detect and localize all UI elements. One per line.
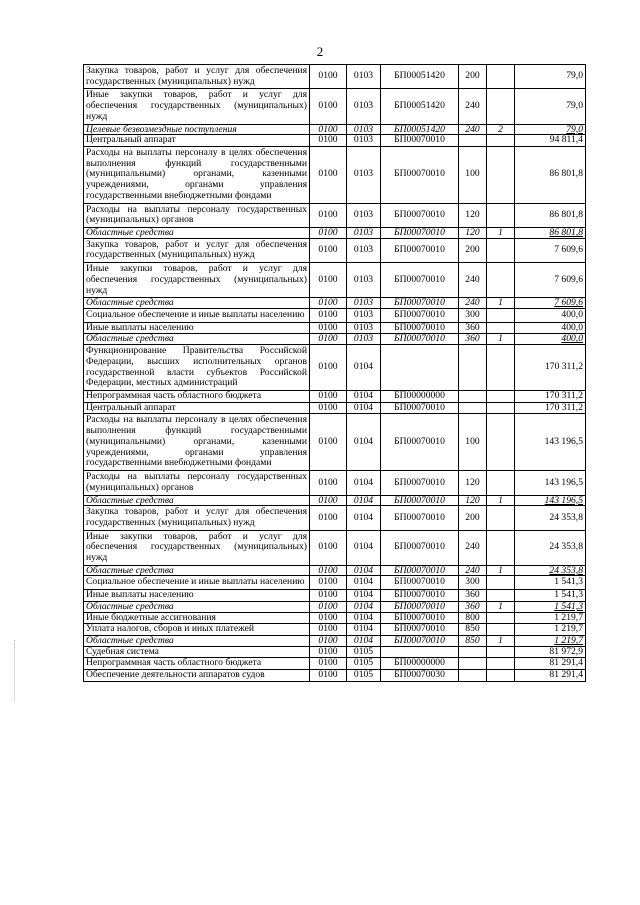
row-expense-type-cell: 360 — [459, 322, 487, 334]
row-subsection-cell: 0103 — [347, 334, 381, 345]
row-subsection-cell: 0103 — [347, 238, 381, 262]
row-source-cell: 1 — [487, 334, 515, 345]
row-subsection-cell: 0103 — [347, 147, 381, 204]
row-amount-cell: 170 311,2 — [515, 402, 586, 414]
row-section-cell: 0100 — [310, 334, 347, 345]
row-amount-cell: 24 353,8 — [515, 506, 586, 530]
row-subsection-cell: 0104 — [347, 530, 381, 565]
row-name-cell: Иные закупки товаров, работ и услуг для обеспечения государственных (муниципальных) нужд — [84, 89, 310, 124]
row-target-article-cell: БП00070010 — [381, 298, 459, 309]
row-subsection-cell: 0104 — [347, 471, 381, 495]
row-amount-cell: 79,0 — [515, 124, 586, 135]
row-subsection-cell: 0103 — [347, 135, 381, 147]
row-section-cell: 0100 — [310, 565, 347, 576]
table-row — [84, 576, 586, 590]
row-amount-cell: 143 196,5 — [515, 414, 586, 471]
row-subsection-cell: 0104 — [347, 624, 381, 636]
row-source-cell — [487, 345, 515, 391]
row-target-article-cell: БП00070010 — [381, 263, 459, 298]
row-section-cell: 0100 — [310, 238, 347, 262]
row-amount-cell: 1 219,7 — [515, 612, 586, 624]
row-target-article-cell — [381, 646, 459, 658]
row-section-cell: 0100 — [310, 576, 347, 590]
row-target-article-cell: БП00070010 — [381, 590, 459, 602]
row-name-cell: Социальное обеспечение и иные выплаты населению — [84, 309, 310, 323]
row-section-cell: 0100 — [310, 391, 347, 403]
row-target-article-cell — [381, 345, 459, 391]
row-expense-type-cell: 240 — [459, 263, 487, 298]
row-subsection-cell: 0103 — [347, 65, 381, 89]
row-expense-type-cell: 120 — [459, 203, 487, 227]
table-row — [84, 309, 586, 323]
row-amount-cell: 143 196,5 — [515, 471, 586, 495]
row-section-cell: 0100 — [310, 203, 347, 227]
row-name-cell: Расходы на выплаты персоналу в целях обеспечения выполнения функций государственными (муниципальными) органами, казенными учреждениями, органами управления государственными внебюджетными фондами — [84, 414, 310, 471]
row-source-cell — [487, 612, 515, 624]
row-amount-cell: 400,0 — [515, 322, 586, 334]
scan-margin-mark — [14, 640, 16, 700]
row-source-cell — [487, 203, 515, 227]
row-source-cell — [487, 624, 515, 636]
table-row — [84, 414, 586, 471]
row-section-cell: 0100 — [310, 309, 347, 323]
row-name-cell: Областные средства — [84, 495, 310, 506]
row-expense-type-cell: 240 — [459, 298, 487, 309]
row-name-cell: Функционирование Правительства Российской Федерации, высших исполнительных органов государственной власти субъектов Российской Федерации, местных администраций — [84, 345, 310, 391]
table-row — [84, 322, 586, 334]
row-name-cell: Центральный аппарат — [84, 402, 310, 414]
row-subsection-cell: 0103 — [347, 89, 381, 124]
row-expense-type-cell: 200 — [459, 506, 487, 530]
row-name-cell: Обеспечение деятельности аппаратов судов — [84, 670, 310, 682]
row-expense-type-cell: 360 — [459, 601, 487, 612]
budget-table-body — [84, 65, 586, 682]
row-target-article-cell: БП00070010 — [381, 402, 459, 414]
row-name-cell: Областные средства — [84, 298, 310, 309]
row-amount-cell: 7 609,6 — [515, 238, 586, 262]
row-target-article-cell: БП00070010 — [381, 471, 459, 495]
row-name-cell: Расходы на выплаты персоналу в целях обеспечения выполнения функций государственными (муниципальными) органами, казенными учреждениями, органами управления государственными внебюджетными фондами — [84, 147, 310, 204]
row-name-cell: Областные средства — [84, 334, 310, 345]
table-row — [84, 228, 586, 239]
row-name-cell: Иные выплаты населению — [84, 590, 310, 602]
row-source-cell — [487, 391, 515, 403]
row-subsection-cell: 0105 — [347, 646, 381, 658]
table-row — [84, 646, 586, 658]
row-subsection-cell: 0104 — [347, 565, 381, 576]
row-target-article-cell: БП00000000 — [381, 658, 459, 670]
row-target-article-cell: БП00070010 — [381, 322, 459, 334]
row-expense-type-cell — [459, 658, 487, 670]
row-section-cell: 0100 — [310, 345, 347, 391]
row-target-article-cell: БП00070010 — [381, 636, 459, 647]
row-section-cell: 0100 — [310, 135, 347, 147]
row-expense-type-cell — [459, 646, 487, 658]
row-subsection-cell: 0104 — [347, 590, 381, 602]
row-name-cell: Закупка товаров, работ и услуг для обеспечения государственных (муниципальных) нужд — [84, 238, 310, 262]
row-amount-cell: 1 541,3 — [515, 590, 586, 602]
row-section-cell: 0100 — [310, 624, 347, 636]
row-expense-type-cell — [459, 402, 487, 414]
row-name-cell: Непрограммная часть областного бюджета — [84, 391, 310, 403]
row-amount-cell: 143 196,5 — [515, 495, 586, 506]
row-name-cell: Центральный аппарат — [84, 135, 310, 147]
budget-table — [83, 64, 586, 682]
row-source-cell — [487, 135, 515, 147]
row-amount-cell: 86 801,8 — [515, 228, 586, 239]
row-subsection-cell: 0103 — [347, 263, 381, 298]
table-row — [84, 530, 586, 565]
row-subsection-cell: 0104 — [347, 576, 381, 590]
row-source-cell: 1 — [487, 298, 515, 309]
row-expense-type-cell: 360 — [459, 334, 487, 345]
row-subsection-cell: 0105 — [347, 670, 381, 682]
row-expense-type-cell: 300 — [459, 309, 487, 323]
row-expense-type-cell: 300 — [459, 576, 487, 590]
table-row — [84, 402, 586, 414]
row-amount-cell: 400,0 — [515, 334, 586, 345]
row-source-cell — [487, 646, 515, 658]
row-source-cell — [487, 506, 515, 530]
row-subsection-cell: 0104 — [347, 391, 381, 403]
row-section-cell: 0100 — [310, 612, 347, 624]
row-amount-cell: 81 291,4 — [515, 658, 586, 670]
row-section-cell: 0100 — [310, 89, 347, 124]
row-section-cell: 0100 — [310, 601, 347, 612]
row-target-article-cell: БП00070010 — [381, 601, 459, 612]
row-amount-cell: 7 609,6 — [515, 298, 586, 309]
row-source-cell — [487, 147, 515, 204]
row-target-article-cell: БП00070010 — [381, 147, 459, 204]
row-amount-cell: 1 541,3 — [515, 576, 586, 590]
row-target-article-cell: БП00070010 — [381, 135, 459, 147]
table-row — [84, 263, 586, 298]
table-row — [84, 565, 586, 576]
row-section-cell: 0100 — [310, 530, 347, 565]
row-subsection-cell: 0103 — [347, 298, 381, 309]
row-target-article-cell: БП00070010 — [381, 334, 459, 345]
row-expense-type-cell: 360 — [459, 590, 487, 602]
table-row — [84, 590, 586, 602]
table-row — [84, 135, 586, 147]
row-source-cell: 1 — [487, 636, 515, 647]
table-row — [84, 238, 586, 262]
row-expense-type-cell: 850 — [459, 636, 487, 647]
table-row — [84, 89, 586, 124]
row-source-cell — [487, 658, 515, 670]
row-amount-cell: 1 541,3 — [515, 601, 586, 612]
row-section-cell: 0100 — [310, 65, 347, 89]
table-row — [84, 298, 586, 309]
row-section-cell: 0100 — [310, 471, 347, 495]
row-section-cell: 0100 — [310, 658, 347, 670]
page-number: 2 — [316, 44, 324, 59]
row-subsection-cell: 0104 — [347, 636, 381, 647]
row-name-cell: Судебная система — [84, 646, 310, 658]
table-row — [84, 636, 586, 647]
row-expense-type-cell — [459, 391, 487, 403]
row-expense-type-cell — [459, 135, 487, 147]
row-source-cell — [487, 590, 515, 602]
row-expense-type-cell: 120 — [459, 471, 487, 495]
row-expense-type-cell: 100 — [459, 414, 487, 471]
row-subsection-cell: 0104 — [347, 506, 381, 530]
row-source-cell — [487, 530, 515, 565]
row-section-cell: 0100 — [310, 263, 347, 298]
row-expense-type-cell: 240 — [459, 89, 487, 124]
row-section-cell: 0100 — [310, 414, 347, 471]
row-section-cell: 0100 — [310, 646, 347, 658]
row-name-cell: Целевые безвозмездные поступления — [84, 124, 310, 135]
row-name-cell: Иные закупки товаров, работ и услуг для обеспечения государственных (муниципальных) нужд — [84, 530, 310, 565]
row-amount-cell: 86 801,8 — [515, 147, 586, 204]
row-amount-cell: 24 353,8 — [515, 530, 586, 565]
table-row — [84, 670, 586, 682]
row-expense-type-cell — [459, 670, 487, 682]
row-subsection-cell: 0104 — [347, 495, 381, 506]
row-name-cell: Закупка товаров, работ и услуг для обеспечения государственных (муниципальных) нужд — [84, 65, 310, 89]
row-source-cell — [487, 89, 515, 124]
row-section-cell: 0100 — [310, 636, 347, 647]
table-row — [84, 506, 586, 530]
row-name-cell: Иные бюджетные ассигнования — [84, 612, 310, 624]
row-subsection-cell: 0104 — [347, 414, 381, 471]
row-amount-cell: 7 609,6 — [515, 263, 586, 298]
row-section-cell: 0100 — [310, 670, 347, 682]
row-name-cell: Расходы на выплаты персоналу государственных (муниципальных) органов — [84, 203, 310, 227]
row-amount-cell: 1 219,7 — [515, 624, 586, 636]
table-row — [84, 124, 586, 135]
row-source-cell — [487, 263, 515, 298]
row-expense-type-cell: 100 — [459, 147, 487, 204]
table-row — [84, 601, 586, 612]
row-target-article-cell: БП00070030 — [381, 670, 459, 682]
row-target-article-cell: БП00070010 — [381, 228, 459, 239]
row-expense-type-cell: 120 — [459, 495, 487, 506]
table-row — [84, 334, 586, 345]
row-subsection-cell: 0103 — [347, 228, 381, 239]
row-target-article-cell: БП00070010 — [381, 530, 459, 565]
row-amount-cell: 170 311,2 — [515, 345, 586, 391]
row-section-cell: 0100 — [310, 298, 347, 309]
row-name-cell: Расходы на выплаты персоналу государственных (муниципальных) органов — [84, 471, 310, 495]
row-name-cell: Закупка товаров, работ и услуг для обеспечения государственных (муниципальных) нужд — [84, 506, 310, 530]
row-target-article-cell: БП00051420 — [381, 89, 459, 124]
row-target-article-cell: БП00070010 — [381, 624, 459, 636]
row-target-article-cell: БП00070010 — [381, 414, 459, 471]
table-row — [84, 471, 586, 495]
row-expense-type-cell: 240 — [459, 565, 487, 576]
row-section-cell: 0100 — [310, 124, 347, 135]
table-row — [84, 391, 586, 403]
table-row — [84, 495, 586, 506]
row-expense-type-cell: 800 — [459, 612, 487, 624]
row-expense-type-cell: 120 — [459, 228, 487, 239]
row-target-article-cell: БП00070010 — [381, 506, 459, 530]
row-name-cell: Областные средства — [84, 228, 310, 239]
row-subsection-cell: 0103 — [347, 124, 381, 135]
row-subsection-cell: 0104 — [347, 601, 381, 612]
table-row — [84, 624, 586, 636]
row-source-cell: 1 — [487, 228, 515, 239]
row-subsection-cell: 0103 — [347, 309, 381, 323]
row-source-cell: 1 — [487, 565, 515, 576]
row-name-cell: Областные средства — [84, 565, 310, 576]
row-name-cell: Иные закупки товаров, работ и услуг для обеспечения государственных (муниципальных) нужд — [84, 263, 310, 298]
row-subsection-cell: 0104 — [347, 612, 381, 624]
row-amount-cell: 79,0 — [515, 65, 586, 89]
row-subsection-cell: 0104 — [347, 345, 381, 391]
row-target-article-cell: БП00070010 — [381, 565, 459, 576]
row-expense-type-cell: 240 — [459, 530, 487, 565]
row-amount-cell: 1 219,7 — [515, 636, 586, 647]
row-amount-cell: 170 311,2 — [515, 391, 586, 403]
row-source-cell — [487, 238, 515, 262]
row-expense-type-cell: 240 — [459, 124, 487, 135]
row-source-cell: 1 — [487, 601, 515, 612]
row-subsection-cell: 0105 — [347, 658, 381, 670]
row-amount-cell: 24 353,8 — [515, 565, 586, 576]
row-expense-type-cell: 200 — [459, 65, 487, 89]
row-source-cell — [487, 65, 515, 89]
row-section-cell: 0100 — [310, 402, 347, 414]
row-section-cell: 0100 — [310, 228, 347, 239]
row-amount-cell: 86 801,8 — [515, 203, 586, 227]
row-section-cell: 0100 — [310, 322, 347, 334]
row-name-cell: Непрограммная часть областного бюджета — [84, 658, 310, 670]
row-name-cell: Областные средства — [84, 601, 310, 612]
row-source-cell — [487, 414, 515, 471]
row-target-article-cell: БП00051420 — [381, 124, 459, 135]
row-target-article-cell: БП00070010 — [381, 309, 459, 323]
row-target-article-cell: БП00000000 — [381, 391, 459, 403]
row-source-cell — [487, 322, 515, 334]
row-source-cell — [487, 670, 515, 682]
row-subsection-cell: 0104 — [347, 402, 381, 414]
row-name-cell: Уплата налогов, сборов и иных платежей — [84, 624, 310, 636]
row-amount-cell: 94 811,4 — [515, 135, 586, 147]
row-subsection-cell: 0103 — [347, 322, 381, 334]
row-expense-type-cell — [459, 345, 487, 391]
row-target-article-cell: БП00070010 — [381, 576, 459, 590]
table-row — [84, 203, 586, 227]
row-target-article-cell: БП00051420 — [381, 65, 459, 89]
row-amount-cell: 81 291,4 — [515, 670, 586, 682]
row-target-article-cell: БП00070010 — [381, 612, 459, 624]
row-amount-cell: 400,0 — [515, 309, 586, 323]
row-source-cell — [487, 309, 515, 323]
table-row — [84, 612, 586, 624]
row-name-cell: Иные выплаты населению — [84, 322, 310, 334]
row-section-cell: 0100 — [310, 147, 347, 204]
row-amount-cell: 81 972,9 — [515, 646, 586, 658]
table-row — [84, 345, 586, 391]
row-source-cell — [487, 402, 515, 414]
row-subsection-cell: 0103 — [347, 203, 381, 227]
row-source-cell: 1 — [487, 495, 515, 506]
row-source-cell — [487, 471, 515, 495]
table-row — [84, 65, 586, 89]
row-section-cell: 0100 — [310, 590, 347, 602]
row-target-article-cell: БП00070010 — [381, 203, 459, 227]
table-row — [84, 658, 586, 670]
row-target-article-cell: БП00070010 — [381, 238, 459, 262]
table-row — [84, 147, 586, 204]
row-name-cell: Областные средства — [84, 636, 310, 647]
row-expense-type-cell: 850 — [459, 624, 487, 636]
row-name-cell: Социальное обеспечение и иные выплаты населению — [84, 576, 310, 590]
row-section-cell: 0100 — [310, 495, 347, 506]
row-amount-cell: 79,0 — [515, 89, 586, 124]
row-expense-type-cell: 200 — [459, 238, 487, 262]
row-source-cell — [487, 576, 515, 590]
row-source-cell: 2 — [487, 124, 515, 135]
row-target-article-cell: БП00070010 — [381, 495, 459, 506]
row-section-cell: 0100 — [310, 506, 347, 530]
